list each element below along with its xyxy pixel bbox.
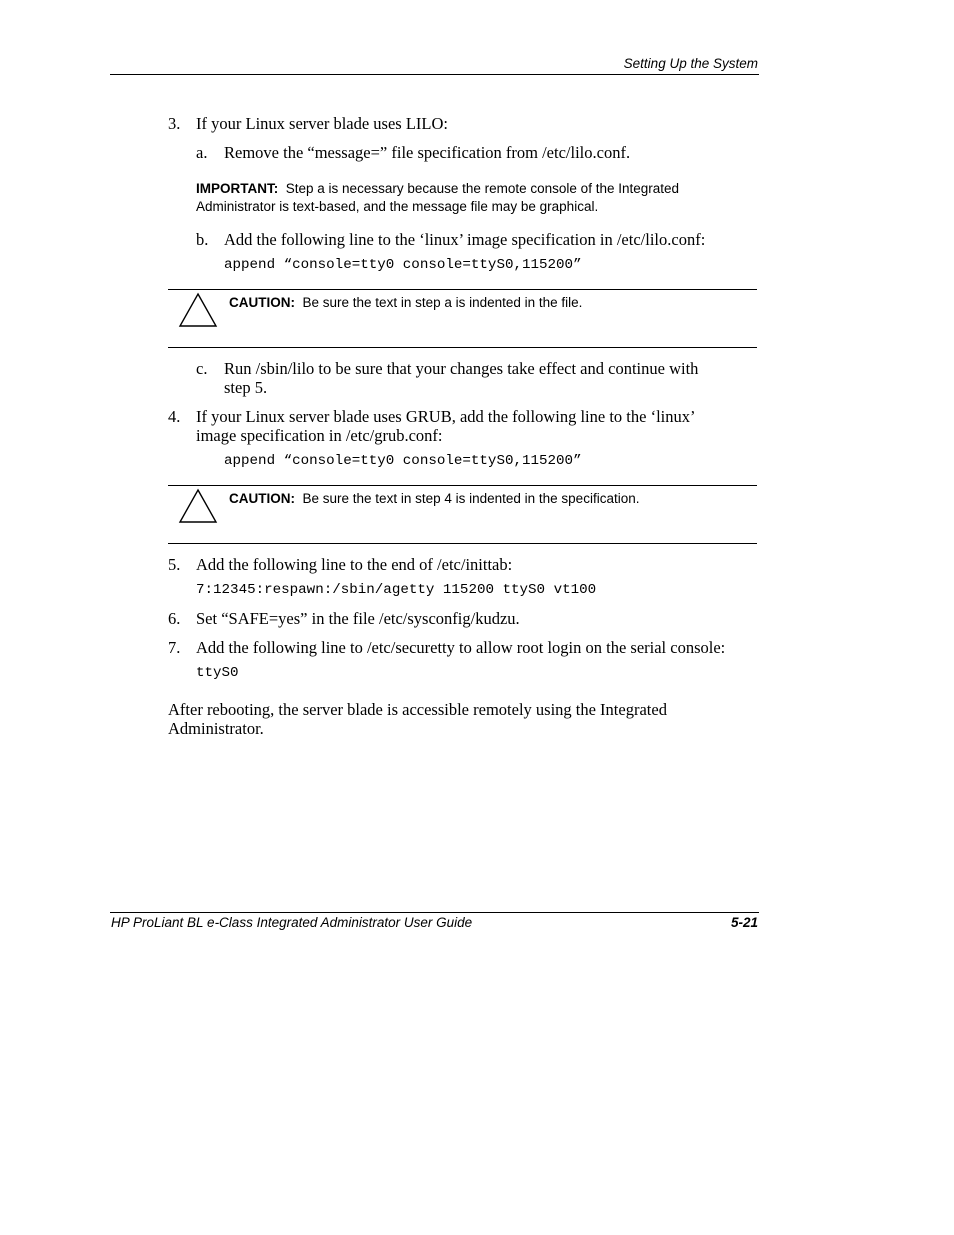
warning-triangle-icon <box>178 292 218 328</box>
caution-2-bottom-rule <box>168 543 757 544</box>
code-grub-append: append “console=tty0 console=ttyS0,115200” <box>224 453 582 469</box>
page-number: 5-21 <box>730 915 758 930</box>
step-4-text-line-2: image specification in /etc/grub.conf: <box>196 426 443 445</box>
caution-1-top-rule <box>168 289 757 290</box>
step-3-text: If your Linux server blade uses LILO: <box>196 114 449 133</box>
step-6-number: 6. <box>168 609 181 628</box>
step-3c-text-line-2: step 5. <box>224 378 268 397</box>
step-3-number: 3. <box>168 114 181 133</box>
closing-paragraph <box>168 700 758 738</box>
step-4-text-line-1: If your Linux server blade uses GRUB, add the following line to the ‘linux’ <box>196 407 696 426</box>
caution-2-text: Be sure the text in step 4 is indented in the specification. <box>302 491 640 506</box>
code-lilo-append: append “console=tty0 console=ttyS0,115200” <box>224 257 582 273</box>
footer-rule <box>110 912 759 913</box>
step-3a-letter: a. <box>196 143 208 162</box>
closing-line-1: After rebooting, the server blade is accessible remotely using the Integrated <box>168 700 667 719</box>
step-3a-text: Remove the “message=” file specification from /etc/lilo.conf. <box>224 143 631 162</box>
step-7-text: Add the following line to /etc/securetty to allow root login on the serial console: <box>196 638 726 657</box>
step-5-text: Add the following line to the end of /etc/inittab: <box>196 555 513 574</box>
closing-line-2: Administrator. <box>168 719 264 738</box>
caution-1-label: CAUTION: <box>229 295 295 310</box>
running-header: Setting Up the System <box>623 56 758 71</box>
caution-1-text: Be sure the text in step a is indented in the file. <box>302 295 583 310</box>
important-text-line-2: Administrator is text-based, and the message file may be graphical. <box>196 199 599 214</box>
footer-guide-title: HP ProLiant BL e-Class Integrated Administrator User Guide <box>111 915 473 930</box>
header-rule <box>110 74 759 75</box>
step-3c-letter: c. <box>196 359 208 378</box>
step-5-number: 5. <box>168 555 181 574</box>
caution-2 <box>229 491 639 506</box>
step-6-text: Set “SAFE=yes” in the file /etc/sysconfig/kudzu. <box>196 609 520 628</box>
step-3b-letter: b. <box>196 230 209 249</box>
step-3b-text: Add the following line to the ‘linux’ image specification in /etc/lilo.conf: <box>224 230 706 249</box>
caution-1-bottom-rule <box>168 347 757 348</box>
caution-1 <box>229 295 582 310</box>
important-label: IMPORTANT: <box>196 181 279 196</box>
important-note <box>196 180 756 216</box>
important-text-line-1: Step a is necessary because the remote console of the Integrated <box>285 181 680 196</box>
step-7-number: 7. <box>168 638 181 657</box>
step-4-number: 4. <box>168 407 181 426</box>
code-inittab: 7:12345:respawn:/sbin/agetty 115200 ttyS0 vt100 <box>196 582 597 598</box>
code-securetty: ttyS0 <box>196 665 239 681</box>
warning-triangle-icon <box>178 488 218 524</box>
caution-2-label: CAUTION: <box>229 491 295 506</box>
caution-2-top-rule <box>168 485 757 486</box>
step-3c-text-line-1: Run /sbin/lilo to be sure that your changes take effect and continue with <box>224 359 699 378</box>
